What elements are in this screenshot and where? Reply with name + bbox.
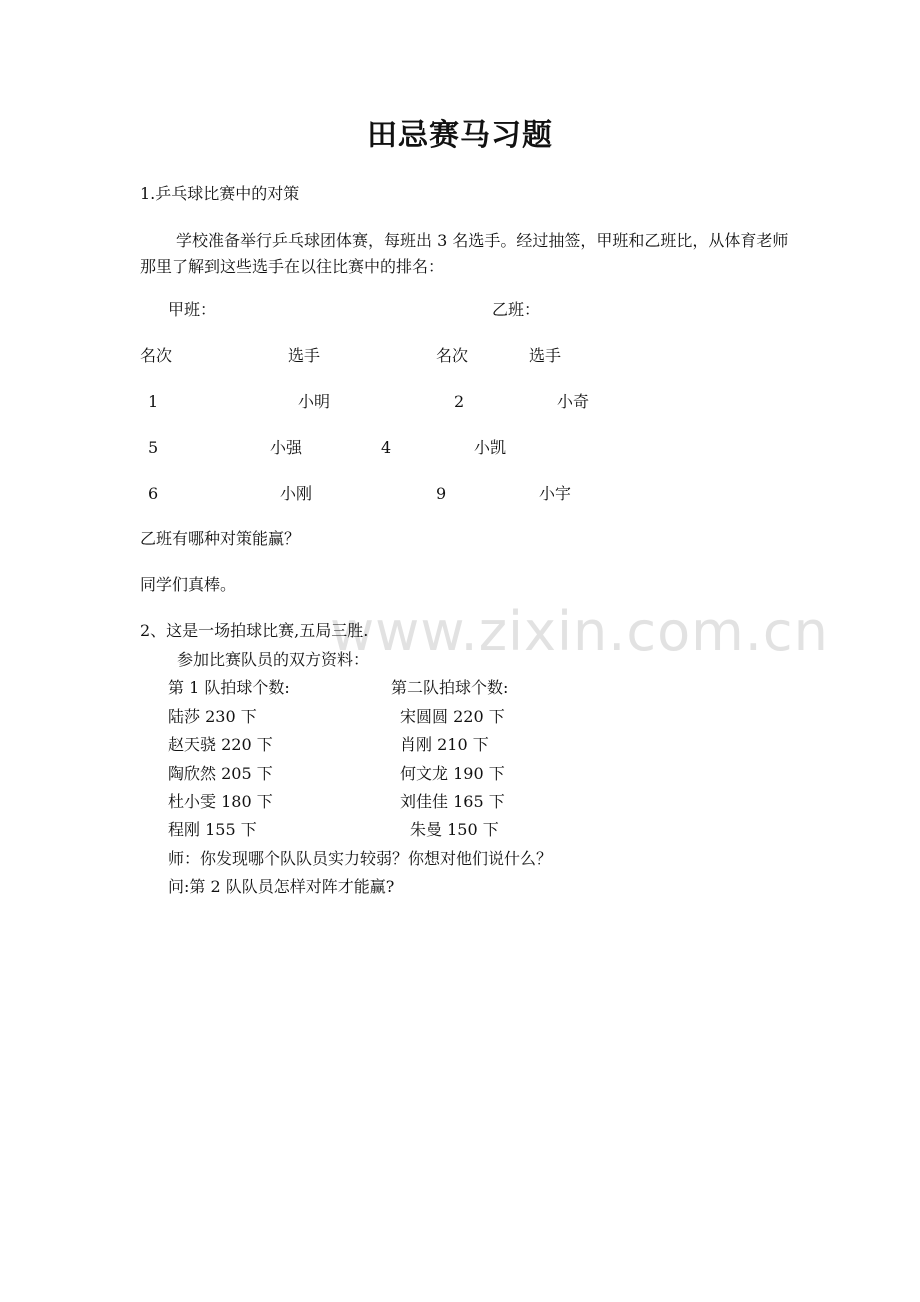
row2-rank-a: 5 bbox=[148, 438, 159, 457]
row2-rank-b: 4 bbox=[381, 438, 392, 457]
q1-question: 乙班有哪种对策能赢？ bbox=[140, 529, 301, 548]
row1-rank-a: 1 bbox=[148, 392, 159, 411]
row2-player-b: 小凯 bbox=[474, 438, 507, 457]
team1-player-3: 陶欣然 205 下 bbox=[168, 764, 273, 783]
team2-header: 第二队拍球个数: bbox=[391, 678, 509, 697]
team2-player-2: 肖刚 210 下 bbox=[400, 735, 489, 754]
row2-player-a: 小强 bbox=[270, 438, 303, 457]
header-player-b: 选手 bbox=[529, 346, 562, 365]
page-title: 田忌赛马习题 bbox=[367, 118, 553, 153]
q1-heading: 1.乒乓球比赛中的对策 bbox=[140, 184, 300, 203]
row3-rank-a: 6 bbox=[148, 484, 159, 503]
header-rank-a: 名次 bbox=[140, 346, 173, 365]
class-b-label: 乙班： bbox=[492, 300, 541, 319]
row3-rank-b: 9 bbox=[436, 484, 447, 503]
team2-player-3: 何文龙 190 下 bbox=[400, 764, 505, 783]
team2-player-4: 刘佳佳 165 下 bbox=[400, 792, 505, 811]
team1-header: 第 1 队拍球个数: bbox=[168, 678, 290, 697]
header-rank-b: 名次 bbox=[436, 346, 469, 365]
row1-rank-b: 2 bbox=[454, 392, 465, 411]
header-player-a: 选手 bbox=[288, 346, 321, 365]
q2-heading: 2、这是一场拍球比赛,五局三胜. bbox=[140, 621, 369, 640]
row3-player-b: 小宇 bbox=[539, 484, 572, 503]
team1-player-5: 程刚 155 下 bbox=[168, 820, 257, 839]
team1-player-1: 陆莎 230 下 bbox=[168, 707, 257, 726]
team2-player-5: 朱曼 150 下 bbox=[410, 820, 499, 839]
class-a-label: 甲班： bbox=[168, 300, 217, 319]
team2-player-1: 宋圆圆 220 下 bbox=[400, 707, 505, 726]
teacher-question: 师：你发现哪个队队员实力较弱？你想对他们说什么？ bbox=[168, 849, 553, 868]
row3-player-a: 小刚 bbox=[280, 484, 313, 503]
team1-player-4: 杜小雯 180 下 bbox=[168, 792, 273, 811]
q1-praise: 同学们真棒。 bbox=[140, 575, 237, 594]
q2-ask: 问:第 2 队队员怎样对阵才能赢? bbox=[168, 877, 395, 896]
team1-player-2: 赵天骁 220 下 bbox=[168, 735, 273, 754]
watermark: www.zixin.com.cn bbox=[330, 600, 829, 663]
q2-intro: 参加比赛队员的双方资料： bbox=[177, 650, 370, 669]
row1-player-a: 小明 bbox=[298, 392, 331, 411]
q1-paragraph: 学校准备举行乒乓球团体赛，每班出 3 名选手。经过抽签，甲班和乙班比，从体育老师那里了解到这些选手在以往比赛中的排名： bbox=[140, 231, 789, 276]
row1-player-b: 小奇 bbox=[557, 392, 590, 411]
